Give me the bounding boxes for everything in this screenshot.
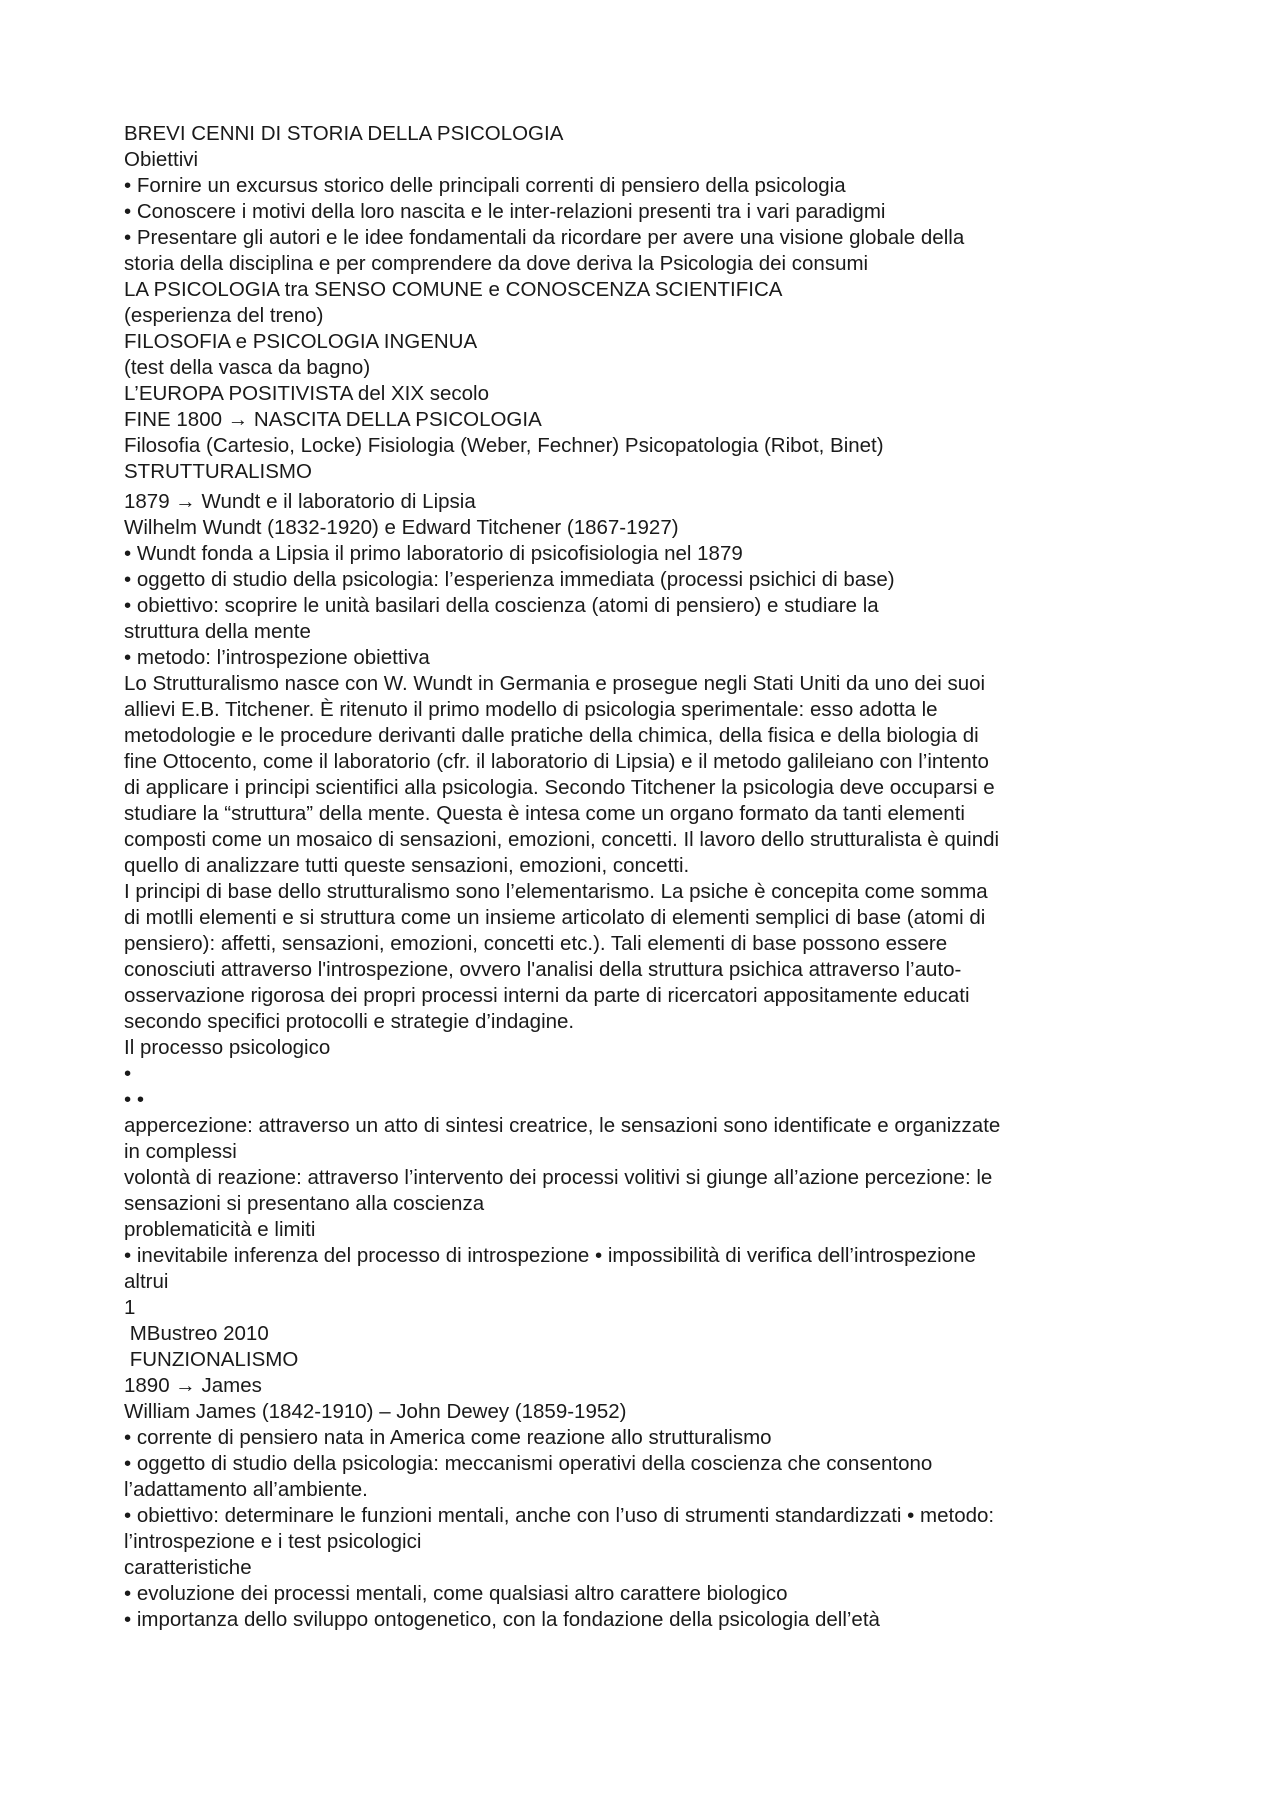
text-line: • Conoscere i motivi della loro nascita e le inter-relazioni presenti tra i vari paradigmi: [124, 200, 886, 223]
section-heading-obiettivi: Obiettivi: [124, 148, 199, 171]
section-heading-nascita-psicologia: FINE 1800 → NASCITA DELLA PSICOLOGIA: [124, 408, 542, 431]
text-line: • corrente di pensiero nata in America come reazione allo strutturalismo: [124, 1426, 772, 1449]
text-line: metodologie e le procedure derivanti dalle pratiche della chimica, della fisica e della biologia di: [124, 724, 979, 747]
text-line: • obiettivo: determinare le funzioni mentali, anche con l’uso di strumenti standardizzati • metodo:: [124, 1504, 995, 1527]
document-title: BREVI CENNI DI STORIA DELLA PSICOLOGIA: [124, 122, 564, 145]
text-line: Filosofia (Cartesio, Locke) Fisiologia (Weber, Fechner) Psicopatologia (Ribot, Binet): [124, 434, 884, 457]
text-line: (test della vasca da bagno): [124, 356, 371, 379]
text-line: secondo specifici protocolli e strategie d’indagine.: [124, 1010, 575, 1033]
text-line: • Fornire un excursus storico delle principali correnti di pensiero della psicologia: [124, 174, 846, 197]
text-line: • Wundt fonda a Lipsia il primo laboratorio di psicofisiologia nel 1879: [124, 542, 743, 565]
section-heading-caratteristiche: caratteristiche: [124, 1556, 252, 1579]
text-line: William James (1842-1910) – John Dewey (1859-1952): [124, 1400, 627, 1423]
text-line: • inevitabile inferenza del processo di introspezione • impossibilità di verifica dell’introspezione: [124, 1244, 976, 1267]
document-body: [124, 121, 1164, 1633]
text-line: •: [124, 1062, 132, 1085]
section-heading-senso-comune: LA PSICOLOGIA tra SENSO COMUNE e CONOSCENZA SCIENTIFICA: [124, 278, 783, 301]
text-line: storia della disciplina e per comprendere da dove deriva la Psicologia dei consumi: [124, 252, 869, 275]
text-line: di motlli elementi e si struttura come un insieme articolato di elementi semplici di base (atomi di: [124, 906, 986, 929]
text-line: • importanza dello sviluppo ontogenetico, con la fondazione della psicologia dell’età: [124, 1608, 880, 1631]
text-line: • evoluzione dei processi mentali, come qualsiasi altro carattere biologico: [124, 1582, 788, 1605]
text-line: volontà di reazione: attraverso l’intervento dei processi volitivi si giunge all’azione percezione: le: [124, 1166, 993, 1189]
section-heading-funzionalismo: FUNZIONALISMO: [124, 1348, 299, 1371]
text-line: I principi di base dello strutturalismo sono l’elementarismo. La psiche è concepita come somma: [124, 880, 988, 903]
text-line: appercezione: attraverso un atto di sintesi creatrice, le sensazioni sono identificate e organizzate: [124, 1114, 1001, 1137]
text-line: Wilhelm Wundt (1832-1920) e Edward Titchener (1867-1927): [124, 516, 679, 539]
text-line: pensiero): affetti, sensazioni, emozioni, concetti etc.). Tali elementi di base possono essere: [124, 932, 948, 955]
text-line: allievi E.B. Titchener. È ritenuto il primo modello di psicologia sperimentale: esso adotta le: [124, 698, 938, 721]
text-line: • metodo: l’introspezione obiettiva: [124, 646, 430, 669]
text-line: Lo Strutturalismo nasce con W. Wundt in Germania e prosegue negli Stati Uniti da uno dei suoi: [124, 672, 986, 695]
section-heading-filosofia: FILOSOFIA e PSICOLOGIA INGENUA: [124, 330, 478, 353]
text-line: 1890 → James: [124, 1374, 262, 1397]
author-note: MBustreo 2010: [124, 1322, 269, 1345]
page-number: 1: [124, 1296, 136, 1319]
text-line: • oggetto di studio della psicologia: meccanismi operativi della coscienza che consentono: [124, 1452, 933, 1475]
text-line: l’introspezione e i test psicologici: [124, 1530, 422, 1553]
section-heading-strutturalismo: STRUTTURALISMO: [124, 460, 312, 483]
text-line: sensazioni si presentano alla coscienza: [124, 1192, 485, 1215]
text-line: • obiettivo: scoprire le unità basilari della coscienza (atomi di pensiero) e studiare la: [124, 594, 879, 617]
text-line: osservazione rigorosa dei propri processi interni da parte di ricercatori appositamente educati: [124, 984, 970, 1007]
text-line: studiare la “struttura” della mente. Questa è intesa come un organo formato da tanti elementi: [124, 802, 965, 825]
text-line: • Presentare gli autori e le idee fondamentali da ricordare per avere una visione globale della: [124, 226, 965, 249]
text-line: di applicare i principi scientifici alla psicologia. Secondo Titchener la psicologia deve occuparsi e: [124, 776, 995, 799]
text-line: conosciuti attraverso l'introspezione, ovvero l'analisi della struttura psichica attraverso l’auto-: [124, 958, 962, 981]
text-line: quello di analizzare tutti queste sensazioni, emozioni, concetti.: [124, 854, 690, 877]
text-line: altrui: [124, 1270, 169, 1293]
text-line: composti come un mosaico di sensazioni, emozioni, concetti. Il lavoro dello strutturalista è quindi: [124, 828, 1000, 851]
section-heading-processo-psicologico: Il processo psicologico: [124, 1036, 331, 1059]
text-line: struttura della mente: [124, 620, 311, 643]
text-line: fine Ottocento, come il laboratorio (cfr. il laboratorio di Lipsia) e il metodo galileiano con l’intento: [124, 750, 989, 773]
text-line: 1879 → Wundt e il laboratorio di Lipsia: [124, 490, 476, 513]
text-line: (esperienza del treno): [124, 304, 324, 327]
text-line: l’adattamento all’ambiente.: [124, 1478, 368, 1501]
text-line: in complessi: [124, 1140, 237, 1163]
text-line: • oggetto di studio della psicologia: l’esperienza immediata (processi psichici di base): [124, 568, 895, 591]
section-heading-problematicita: problematicità e limiti: [124, 1218, 316, 1241]
section-heading-europa-positivista: L’EUROPA POSITIVISTA del XIX secolo: [124, 382, 489, 405]
text-line: • •: [124, 1088, 145, 1111]
